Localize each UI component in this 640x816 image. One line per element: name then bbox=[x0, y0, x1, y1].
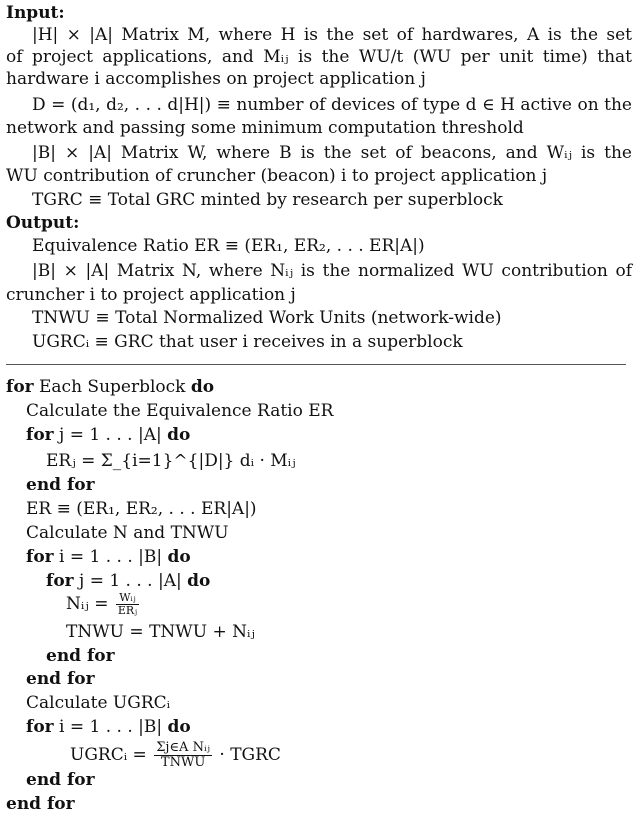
output-line-1: Equivalence Ratio ER ≡ (ER₁, ER₂, . . . ER|A|) bbox=[32, 236, 425, 256]
algo-line-1: for Each Superblock do bbox=[6, 377, 215, 397]
input-line-2a: D = (d₁, d₂, . . . d|H|) ≡ number of devices of type d ∈ H active on the bbox=[32, 95, 632, 115]
algo-line-10 bbox=[66, 592, 141, 617]
input-line-1b: of project applications, and Mᵢⱼ is the WU/t (WU per unit time) that bbox=[6, 47, 632, 67]
output-line-2a: |B| × |A| Matrix N, where Nᵢⱼ is the normalized WU contribution of bbox=[32, 261, 632, 281]
algo-line-2: Calculate the Equivalence Ratio ER bbox=[26, 401, 334, 421]
ugrc-numerator: Σj∈A Nᵢⱼ bbox=[156, 740, 210, 755]
output-line-3: TNWU ≡ Total Normalized Work Units (network-wide) bbox=[32, 308, 502, 328]
n-ij-lhs: Nᵢⱼ = bbox=[66, 594, 109, 614]
algo-line-7: Calculate N and TNWU bbox=[26, 523, 229, 543]
algo-line-14: Calculate UGRCᵢ bbox=[26, 693, 171, 713]
ugrc-lhs: UGRCᵢ = bbox=[70, 745, 147, 765]
ugrc-denominator: TNWU bbox=[160, 755, 206, 770]
algo-line-3: for j = 1 . . . |A| do bbox=[26, 425, 191, 445]
algo-line-11: TNWU = TNWU + Nᵢⱼ bbox=[66, 622, 255, 642]
ugrc-fraction bbox=[154, 741, 212, 770]
algo-line-13: end for bbox=[26, 669, 95, 689]
algo-line-9: for j = 1 . . . |A| do bbox=[46, 571, 211, 591]
input-heading: Input: bbox=[6, 3, 65, 23]
n-ij-numerator: Wᵢⱼ bbox=[116, 592, 139, 605]
output-line-4: UGRCᵢ ≡ GRC that user i receives in a superblock bbox=[32, 332, 463, 352]
algo-line-18: end for bbox=[6, 794, 75, 814]
input-line-3a: |B| × |A| Matrix W, where B is the set of beacons, and Wᵢⱼ is the bbox=[32, 143, 632, 163]
n-ij-denominator: ERⱼ bbox=[117, 604, 138, 617]
input-line-4: TGRC ≡ Total GRC minted by research per superblock bbox=[32, 190, 503, 210]
ugrc-rhs: · TGRC bbox=[219, 745, 281, 765]
algo-line-8: for i = 1 . . . |B| do bbox=[26, 547, 191, 567]
algo-line-17: end for bbox=[26, 770, 95, 790]
algo-line-6: ER ≡ (ER₁, ER₂, . . . ER|A|) bbox=[26, 499, 257, 519]
section-divider bbox=[6, 364, 626, 365]
algo-line-16 bbox=[70, 741, 281, 770]
algo-line-12: end for bbox=[46, 646, 115, 666]
n-ij-fraction bbox=[116, 592, 139, 617]
algo-line-4: ERⱼ = Σ_{i=1}^{|D|} dᵢ · Mᵢⱼ bbox=[46, 451, 296, 471]
input-line-1a: |H| × |A| Matrix M, where H is the set of hardwares, A is the set bbox=[32, 25, 632, 45]
output-heading: Output: bbox=[6, 213, 80, 233]
algo-line-15: for i = 1 . . . |B| do bbox=[26, 717, 191, 737]
input-line-2b: network and passing some minimum computation threshold bbox=[6, 118, 524, 138]
input-line-1c: hardware i accomplishes on project application j bbox=[6, 69, 426, 89]
algo-line-5: end for bbox=[26, 475, 95, 495]
input-line-3b: WU contribution of cruncher (beacon) i to project application j bbox=[6, 166, 548, 186]
output-line-2b: cruncher i to project application j bbox=[6, 285, 296, 305]
